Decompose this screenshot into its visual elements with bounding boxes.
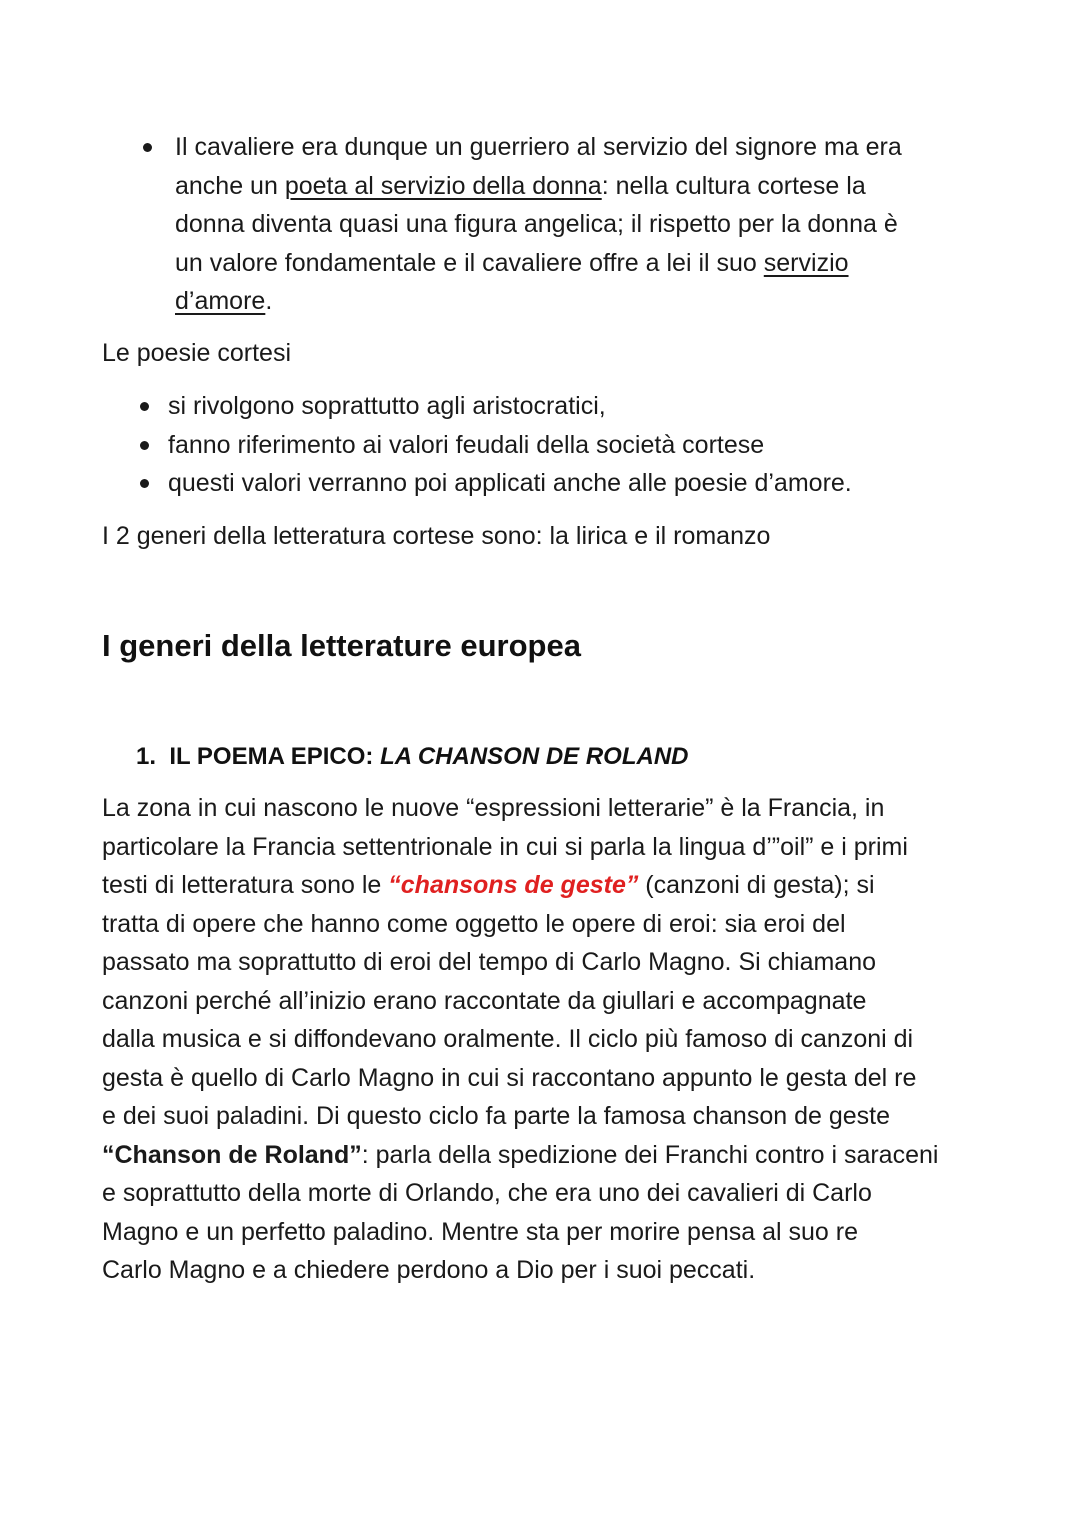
text-line: Magno e un perfetto paladino. Mentre sta per morire pensa al suo re bbox=[102, 1217, 858, 1246]
underlined-phrase: d’amore bbox=[175, 287, 266, 315]
text-line: particolare la Francia settentrionale in cui si parla la lingua d’”oil” e i primi bbox=[102, 832, 908, 861]
text-line: tratta di opere che hanno come oggetto le opere di eroi: sia eroi del bbox=[102, 909, 846, 938]
text-line: testi di letteratura sono le bbox=[102, 871, 389, 899]
list-item bbox=[140, 426, 940, 465]
list-item-text: fanno riferimento ai valori feudali della società cortese bbox=[168, 430, 765, 459]
subsection-number: 1. bbox=[136, 743, 157, 770]
text-line: : nella cultura cortese la bbox=[601, 171, 866, 200]
text-line: : parla della spedizione dei Franchi contro i saraceni bbox=[361, 1140, 939, 1169]
poesie-intro: Le poesie cortesi bbox=[102, 339, 292, 367]
text-line: e dei suoi paladini. Di questo ciclo fa parte la famosa chanson de geste bbox=[102, 1102, 890, 1130]
bullet-dot-icon bbox=[140, 402, 149, 411]
text-line: passato ma soprattutto di eroi del tempo di Carlo Magno. Si chiamano bbox=[102, 948, 877, 976]
generi-sentence: I 2 generi della letteratura cortese sono: la lirica e il romanzo bbox=[102, 522, 771, 550]
bullet-text bbox=[175, 128, 980, 321]
text-line: gesta è quello di Carlo Magno in cui si raccontano appunto le gesta del re bbox=[102, 1063, 917, 1092]
subsection-title: LA CHANSON DE ROLAND bbox=[380, 743, 689, 770]
text-line: La zona in cui nascono le nuove “espressioni letterarie” è la Francia, in bbox=[102, 794, 885, 822]
body-paragraph bbox=[102, 789, 992, 1290]
list-item-text: si rivolgono soprattutto agli aristocratici, bbox=[168, 392, 606, 420]
text-line: e soprattutto della morte di Orlando, che era uno dei cavalieri di Carlo bbox=[102, 1179, 872, 1207]
poesie-list bbox=[140, 387, 940, 503]
text-line: Il cavaliere era dunque un guerriero al servizio del signore ma era bbox=[175, 133, 902, 161]
text-line: canzoni perché all’inizio erano raccontate da giullari e accompagnate bbox=[102, 986, 867, 1015]
bullet-dot-icon bbox=[140, 441, 149, 450]
section-heading: I generi della letterature europea bbox=[102, 628, 581, 663]
underlined-phrase: poeta al servizio della donna bbox=[284, 171, 602, 200]
text-line: donna diventa quasi una figura angelica; il rispetto per la donna è bbox=[175, 210, 898, 238]
underlined-phrase: servizio bbox=[763, 248, 849, 277]
bullet-dot-icon bbox=[140, 479, 149, 488]
text-line: Carlo Magno e a chiedere perdono a Dio per i suoi peccati. bbox=[102, 1256, 756, 1284]
cavaliere-bullet bbox=[140, 128, 980, 321]
text-line: dalla musica e si diffondevano oralmente. Il ciclo più famoso di canzoni di bbox=[102, 1025, 914, 1053]
bullet-dot-icon bbox=[143, 143, 152, 152]
text-line: . bbox=[265, 287, 273, 315]
subsection-heading bbox=[136, 738, 689, 776]
text-line: (canzoni di gesta); si bbox=[638, 871, 875, 899]
text-line: un valore fondamentale e il cavaliere offre a lei il suo bbox=[175, 248, 764, 277]
bullet-item bbox=[140, 128, 980, 321]
list-item-text: questi valori verranno poi applicati anche alle poesie d’amore. bbox=[168, 469, 852, 497]
highlight-term: “chansons de geste” bbox=[388, 871, 639, 899]
list-item bbox=[140, 387, 940, 426]
subsection-label: IL POEMA EPICO: bbox=[169, 743, 381, 770]
text-line: anche un bbox=[175, 171, 285, 200]
list-item bbox=[140, 464, 940, 503]
bold-term: “Chanson de Roland” bbox=[102, 1140, 362, 1169]
